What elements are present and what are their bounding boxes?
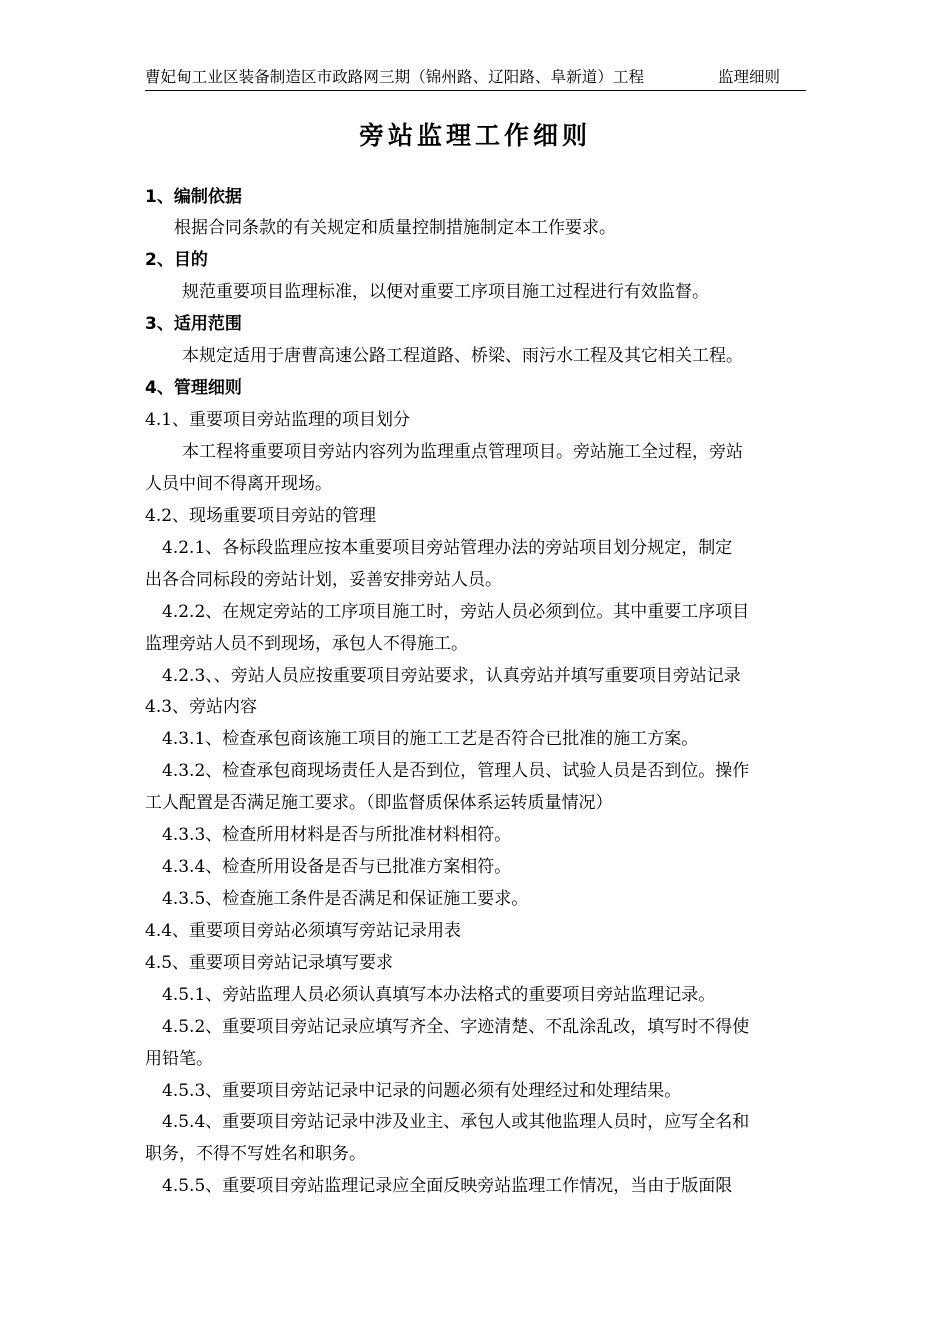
paragraph-line: 4.3.4、检查所用设备是否与已批准方案相符。	[162, 857, 512, 877]
header-project-name: 曹妃甸工业区装备制造区市政路网三期（锦州路、辽阳路、阜新道）工程	[145, 68, 645, 86]
subsection-heading: 4.5、重要项目旁站记录填写要求	[145, 953, 394, 973]
paragraph-line: 4.2.1、各标段监理应按本重要项目旁站管理办法的旁站项目划分规定，制定	[162, 538, 733, 558]
paragraph-line: 监理旁站人员不到现场，承包人不得施工。	[145, 634, 468, 654]
paragraph-line: 4.3.1、检查承包商该施工项目的施工工艺是否符合已批准的施工方案。	[162, 729, 699, 749]
page-header	[145, 66, 806, 91]
paragraph-line: 4.5.4、重要项目旁站记录中涉及业主、承包人或其他监理人员时，应写全名和	[162, 1112, 750, 1132]
paragraph-line: 本工程将重要项目旁站内容列为监理重点管理项目。旁站施工全过程，旁站	[182, 442, 743, 462]
paragraph-line: 4.5.1、旁站监理人员必须认真填写本办法格式的重要项目旁站监理记录。	[162, 985, 716, 1005]
subsection-heading: 4.3、旁站内容	[145, 697, 258, 717]
paragraph-line: 人员中间不得离开现场。	[145, 474, 332, 494]
document-title: 旁站监理工作细则	[358, 121, 591, 150]
paragraph-line: 根据合同条款的有关规定和质量控制措施制定本工作要求。	[174, 218, 616, 238]
paragraph-line: 规范重要项目监理标准，以便对重要工序项目施工过程进行有效监督。	[182, 282, 709, 302]
paragraph-line: 出各合同标段的旁站计划，妥善安排旁站人员。	[145, 570, 502, 590]
paragraph-line: 职务，不得不写姓名和职务。	[145, 1144, 366, 1164]
section-heading-management: 4、管理细则	[145, 378, 242, 398]
paragraph-line: 本规定适用于唐曹高速公路工程道路、桥梁、雨污水工程及其它相关工程。	[182, 346, 743, 366]
paragraph-line: 4.2.3、、旁站人员应按重要项目旁站要求，认真旁站并填写重要项目旁站记录	[162, 666, 741, 686]
subsection-heading: 4.2、现场重要项目旁站的管理	[145, 506, 377, 526]
header-document-type: 监理细则	[717, 68, 780, 86]
section-heading-basis: 1、编制依据	[145, 187, 242, 207]
paragraph-line: 4.3.2、检查承包商现场责任人是否到位，管理人员、试验人员是否到位。操作	[162, 761, 750, 781]
paragraph-line: 4.3.5、检查施工条件是否满足和保证施工要求。	[162, 889, 529, 909]
paragraph-line: 4.5.2、重要项目旁站记录应填写齐全、字迹清楚、不乱涂乱改，填写时不得使	[162, 1017, 750, 1037]
paragraph-line: 用铅笔。	[145, 1049, 213, 1069]
section-heading-scope: 3、适用范围	[145, 314, 242, 334]
section-heading-purpose: 2、目的	[145, 250, 208, 270]
subsection-heading: 4.4、重要项目旁站必须填写旁站记录用表	[145, 921, 462, 941]
paragraph-line: 4.2.2、在规定旁站的工序项目施工时，旁站人员必须到位。其中重要工序项目	[162, 602, 750, 622]
paragraph-line: 4.3.3、检查所用材料是否与所批准材料相符。	[162, 825, 512, 845]
paragraph-line: 工人配置是否满足施工要求。（即监督质保体系运转质量情况）	[145, 793, 613, 813]
paragraph-line: 4.5.3、重要项目旁站记录中记录的问题必须有处理经过和处理结果。	[162, 1081, 682, 1101]
paragraph-line: 4.5.5、重要项目旁站监理记录应全面反映旁站监理工作情况，当由于版面限	[162, 1176, 733, 1196]
subsection-heading: 4.1、重要项目旁站监理的项目划分	[145, 410, 411, 430]
